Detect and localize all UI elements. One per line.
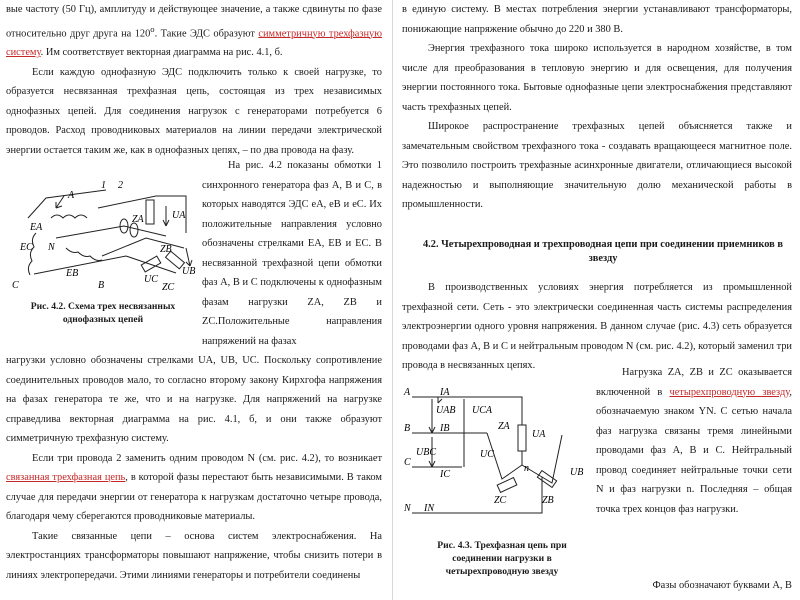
wire-n <box>56 226 166 238</box>
left-lower-text <box>6 351 382 585</box>
fig1-label: ZC <box>162 282 175 293</box>
left-paragraph-1 <box>6 0 382 63</box>
fig3-label: A <box>404 387 411 398</box>
fig3-label: C <box>404 457 411 468</box>
text-run: . Им соответствует векторная диаграмма на рис. 4.1, б. <box>40 47 283 59</box>
fig1-label: UB <box>182 266 196 277</box>
right-paragraph-1: в единую систему. В местах потребления энергии устанавливают трансформаторы, понижающие напряжение обычно до 220 и 380 В. <box>402 4 792 35</box>
link-four-wire-star[interactable]: четырехпроводную звезду <box>669 386 790 398</box>
link-connected-circuit[interactable]: связанная трехфазная цепь <box>6 472 126 483</box>
fig1-label: C <box>12 280 19 291</box>
fig3-label: ZA <box>498 421 510 432</box>
fig1-label: ZA <box>132 214 144 225</box>
fig3-label: IA <box>440 387 450 398</box>
fig1-label: EA <box>30 222 43 233</box>
fig1-label: 1 <box>101 180 106 191</box>
degree-mark: o <box>150 23 155 34</box>
fig3-label: B <box>404 423 411 434</box>
fig1-label: N <box>48 242 55 253</box>
link-symmetric-system[interactable]: симметричную трехфазную систему <box>6 27 383 59</box>
right-last-line: Фазы обозначают буквами А, В <box>652 580 792 591</box>
text-run: , обозначаемую знаком YN. С сетью начала фаз нагрузка связаны тремя линейными проводами фаз А, В и С. Нейтральный провод соединяет нейтральные точки сети N и фаз нагрузки n. Последняя – общая точка трех концов фаз нагрузки. <box>596 386 793 515</box>
arrow-ua <box>163 206 169 226</box>
wire-b <box>102 238 184 256</box>
fig3-label: ZC <box>494 495 507 506</box>
load-za <box>518 425 526 451</box>
text-run: . Такие ЭДС образуют <box>154 27 259 39</box>
section-heading: 4.2. Четырехпроводная и трехпроводная цепи при соединении приемников в звезду <box>422 239 784 264</box>
text-run: Если три провода 2 заменить одним проводом N (см. рис. 4.2), то возникает <box>32 452 382 464</box>
left-paragraph-4 <box>6 449 382 527</box>
left-paragraph-3: нагрузки условно обозначены стрелками UA, UB, UC. Поскольку сопротивление соединительных проводов мало, то согласно второму закону Кирхгофа напряжения на фазах генератора те же, что и на нагрузке. Для напряжений на нагрузке справедлива векторная диаграмма на рис. 4.1, б, и они также образуют симметричную трехфазную систему. <box>6 355 382 444</box>
figure-4-2-caption: Рис. 4.2. Схема трех несвязанных однофазных цепей <box>30 301 176 325</box>
winding-a <box>51 215 87 218</box>
fig1-label: 2 <box>118 180 123 191</box>
fig1-label: UA <box>172 210 186 221</box>
load-zc <box>497 478 517 493</box>
fig1-label: UC <box>144 274 158 285</box>
wire-c <box>34 256 176 274</box>
right-paragraph-4-block <box>402 278 792 376</box>
fig3-label: N <box>404 503 411 514</box>
winding-c <box>28 233 36 275</box>
fig1-label: EC <box>20 242 33 253</box>
fig3-label: UBC <box>416 447 436 458</box>
left-column <box>6 0 382 160</box>
column-divider <box>392 0 393 600</box>
load-za <box>146 200 154 224</box>
fig1-label: A <box>68 190 75 201</box>
right-paragraph-3: Широкое распространение трехфазных цепей объясняется также и замечательным свойством трехфазного тока - создавать вращающееся магнитное поле. Это позволило построить трехфазные асинхронные двигатели, отличающиеся высокой надежностью и выполняющие значительную долю механической работы в промышленности. <box>402 121 792 210</box>
wrap-text-fig-4-2 <box>202 156 382 351</box>
fig3-label: n <box>524 463 529 474</box>
arrow-uab <box>429 399 435 433</box>
fig3-label: UC <box>480 449 494 460</box>
right-paragraph-4: В производственных условиях энергия потребляется из промышленной трехфазной сети. Сеть - это электрически соединенная часть системы распределения электроэнергии одного уровня напряжения. В данном случае (рис. 4.3) сеть образуется проводами фаз А, В и С и нейтральным проводом N (см. рис. 4.2), который заменил три провода в несвязанных цепях. <box>402 282 792 371</box>
fig3-label: IN <box>424 503 434 514</box>
fig3-label: ZB <box>542 495 554 506</box>
text-run: вые частоту (50 Гц), амплитуду и действующее значение, а также сдвинуты по фазе относительно друг друга на 120 <box>6 4 382 39</box>
fig1-label: B <box>98 280 105 291</box>
wire-1 <box>28 190 106 218</box>
figure-4-3-caption: Рис. 4.3. Трехфазная цепь при соединении нагрузки в четырехпроводную звезду <box>437 540 567 577</box>
fig3-label: UB <box>570 467 584 478</box>
wrap-text-fig-4-3 <box>596 363 792 519</box>
figure-4-2-diagram <box>6 178 198 303</box>
fig3-label: IC <box>440 469 450 480</box>
fig1-label: ZB <box>160 244 172 255</box>
left-paragraph-5: Такие связанные цепи – основа систем электроснабжения. На электростанциях трансформаторы повышают напряжение, чтобы снизить потери в линиях электропередачи. Этими линиями генераторы и потребители соединены <box>6 530 382 581</box>
zb-branch <box>522 435 562 483</box>
winding-b <box>66 248 102 261</box>
left-paragraph-2: Если каждую однофазную ЭДС подключить только к своей нагрузке, то образуется несвязанная трехфазная цепь, состоящая из трех независимых однофазных цепей. Для соединения нагрузок с генераторами потребуется 6 проводов. Расход проводниковых материалов на линии передачи электрической энергии остается таким же, как в однофазных цепях, – по два провода на фазу. <box>6 66 382 156</box>
fig3-label: IB <box>440 423 450 434</box>
figure-4-3-diagram <box>402 385 592 535</box>
arrow-ea <box>56 196 64 208</box>
text-run: Нагрузка ZA, ZB и ZC оказывается включенной в <box>596 367 792 398</box>
text-run: , в которой фазы перестают быть независимыми. В таком случае для передачи энергии от генератора к нагрузкам достаточно четыре провода, благодаря чему сберегаются проводниковые материалы. <box>6 472 382 522</box>
right-paragraph-2: Энергия трехфазного тока широко используется в народном хозяйстве, в том числе для преобразования в тепловую энергию и для освещения, для получения энергии постоянного тока. Бытовые однофазные цепи электроснабжения представляют часть трехфазных цепей. <box>402 43 792 113</box>
right-column-top <box>402 0 792 215</box>
fig3-label: UCA <box>472 405 492 416</box>
arrow-ub <box>186 248 192 266</box>
wrap-paragraph: На рис. 4.2 показаны обмотки 1 синхронного генератора фаз А, В и С, в которых наводятся ЭДС eA, eB и eC. Их положительные направления условно обозначены стрелками EA, EB и EC. В несвязанной трехфазной цепи обмотки фаз А, В и С подключены к однофазным фазам нагрузки ZA, ZB и ZC.Положительные направления напряжений на фазах <box>202 160 382 347</box>
figure-4-3 <box>402 385 592 535</box>
wrap3-paragraph <box>596 363 792 519</box>
fig1-label: EB <box>66 268 79 279</box>
fig3-label: UAB <box>436 405 456 416</box>
bundle-2 <box>130 223 138 237</box>
fig3-label: UA <box>532 429 546 440</box>
